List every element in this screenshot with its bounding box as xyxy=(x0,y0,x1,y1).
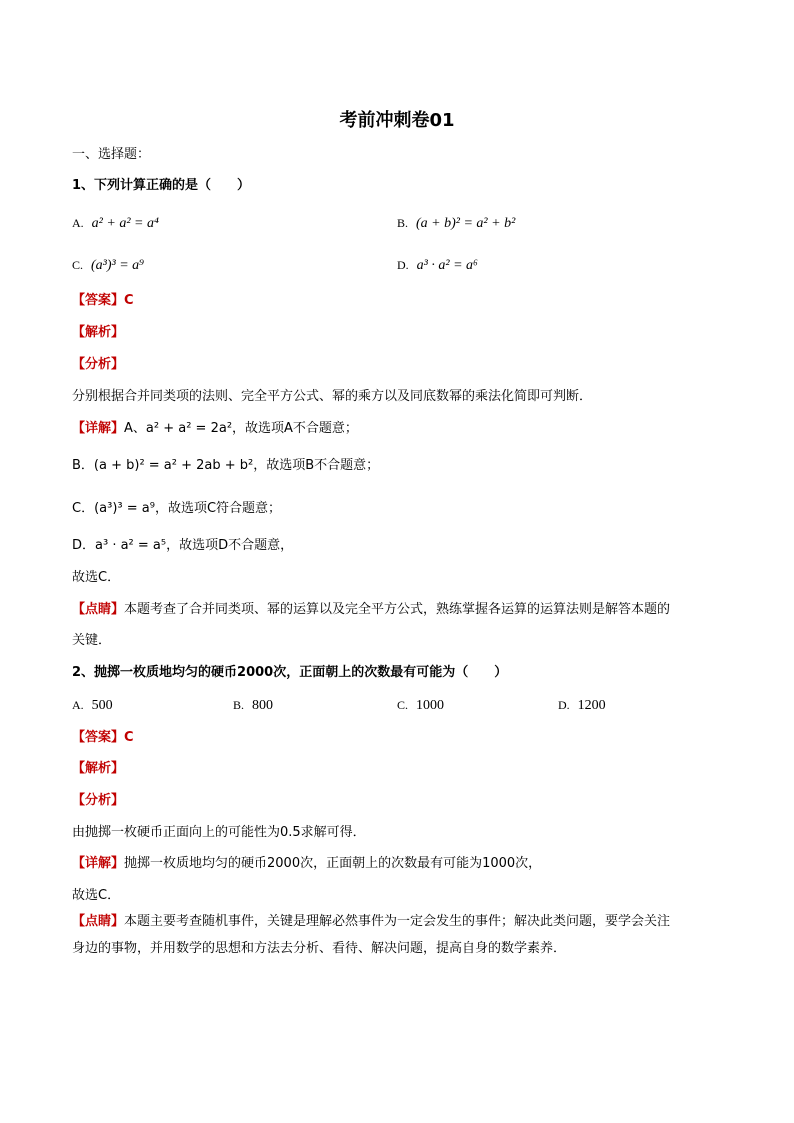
q1-detail-a: 【详解】A、a² + a² = 2a²，故选项A不合题意； xyxy=(72,421,358,436)
q1-comment: 【点睛】本题考查了合并同类项、幂的运算以及完全平方公式，熟练掌握各运算的运算法则是解答本题的 xyxy=(72,602,671,617)
q1-option-c: C. (a³)³ = a⁹ xyxy=(72,258,145,273)
q1-fenxi-text: 分别根据合并同类项的法则、完全平方公式、幂的乘方以及同底数幂的乘法化简即可判断． xyxy=(72,389,593,404)
q1-comment-cont: 关键． xyxy=(72,633,112,648)
q1-option-a: A. a² + a² = a⁴ xyxy=(72,216,159,231)
q1-answer: 【答案】C xyxy=(72,293,134,308)
q2-analysis-tag: 【解析】 xyxy=(72,761,125,776)
page-title: 考前冲刺卷01 xyxy=(339,110,455,131)
q1-stem: 1、下列计算正确的是（ ） xyxy=(72,178,251,193)
q1-fenxi-tag: 【分析】 xyxy=(72,357,125,372)
q2-fenxi-text: 由抛掷一枚硬币正面向上的可能性为0.5求解可得． xyxy=(72,825,366,840)
q1-analysis-tag: 【解析】 xyxy=(72,325,125,340)
q2-option-b: B. 800 xyxy=(233,698,274,713)
q1-detail-b: B．(a + b)² = a² + 2ab + b²，故选项B不合题意； xyxy=(72,458,380,473)
q1-option-d: D. a³ · a² = a⁶ xyxy=(397,258,478,273)
q2-conclusion: 故选C． xyxy=(72,888,121,903)
q1-detail-c: C．(a³)³ = a⁹，故选项C符合题意； xyxy=(72,501,282,516)
q2-comment: 【点睛】本题主要考查随机事件，关键是理解必然事件为一定会发生的事件；解决此类问题，要学会关注 xyxy=(72,914,671,929)
q2-answer: 【答案】C xyxy=(72,730,134,745)
q2-option-d: D. 1200 xyxy=(558,698,606,713)
q2-detail: 【详解】抛掷一枚质地均匀的硬币2000次，正面朝上的次数最有可能为1000次， xyxy=(72,856,542,871)
section-heading: 一、选择题： xyxy=(72,147,151,162)
q1-option-b: B. (a + b)² = a² + b² xyxy=(397,216,516,231)
q2-option-a: A. 500 xyxy=(72,698,113,713)
q2-comment-cont: 身边的事物，并用数学的思想和方法去分析、看待、解决问题，提高自身的数学素养． xyxy=(72,941,567,956)
q2-stem: 2、抛掷一枚质地均匀的硬币2000次，正面朝上的次数最有可能为（ ） xyxy=(72,665,508,680)
q1-detail-d: D．a³ · a² = a⁵，故选项D不合题意， xyxy=(72,538,294,553)
q2-option-c: C. 1000 xyxy=(397,698,445,713)
q2-fenxi-tag: 【分析】 xyxy=(72,793,125,808)
q1-conclusion: 故选C． xyxy=(72,570,121,585)
